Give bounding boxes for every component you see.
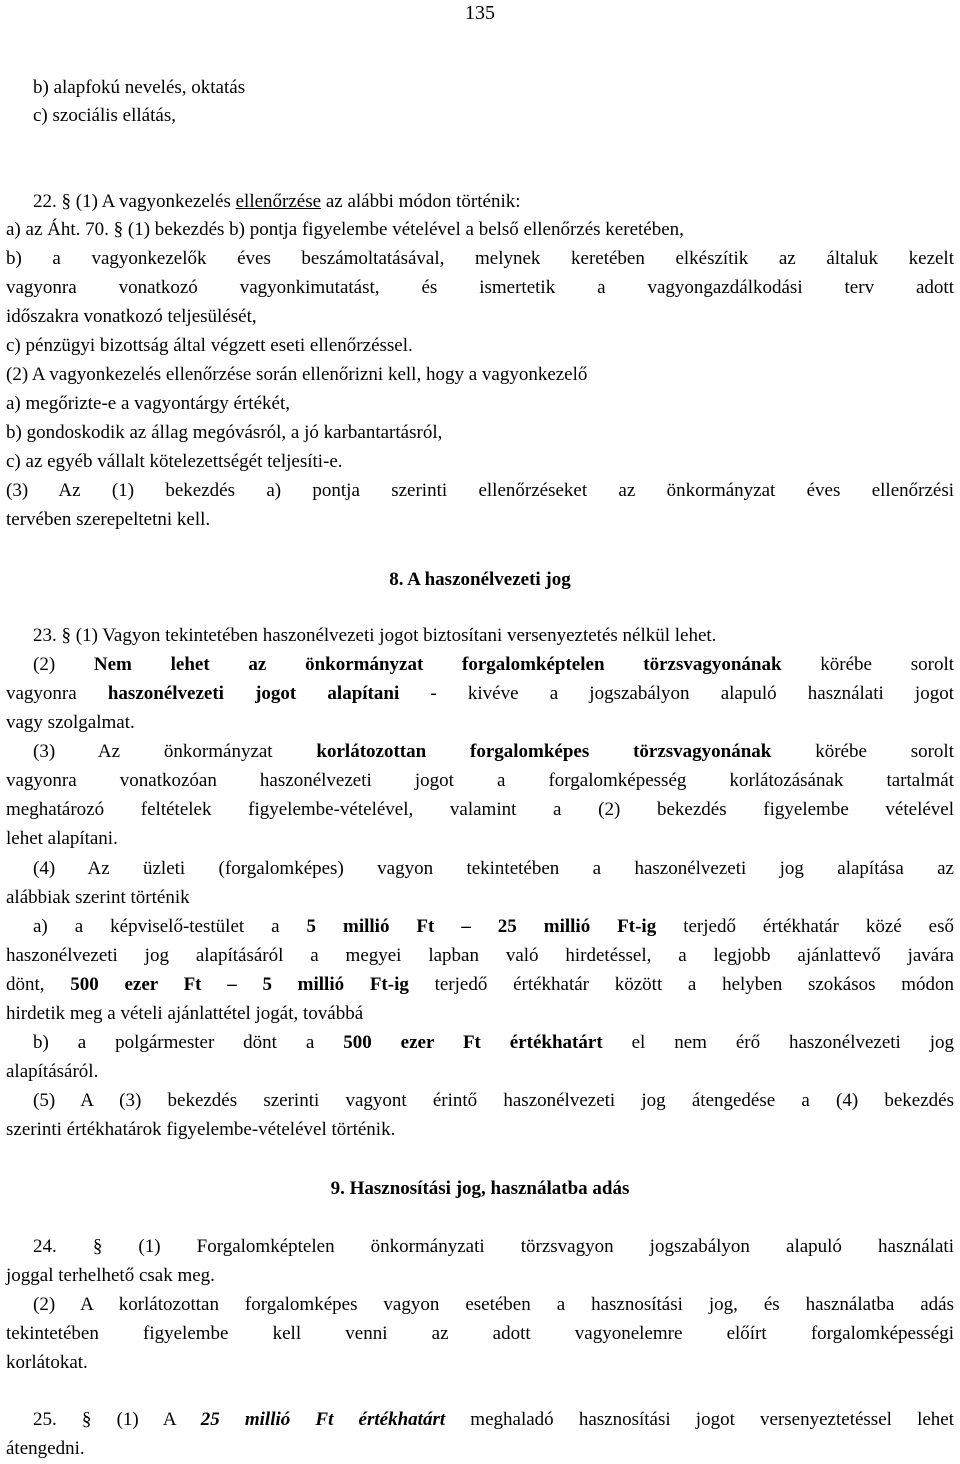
bold-span: 500 ezer Ft – 5 millió Ft-ig	[70, 974, 409, 995]
text-line	[6, 1406, 954, 1434]
text-line: b) gondoskodik az állag megóvásról, a jó karbantartásról,	[6, 422, 443, 443]
section-heading-9: 9. Hasznosítási jog, használatba adás	[330, 1178, 630, 1199]
text-span: vagyonra	[6, 683, 108, 704]
text-span: (3) Az önkormányzat	[33, 741, 317, 762]
text-line: vagy szolgalmat.	[6, 712, 135, 733]
text-line: (2) A korlátozottan forgalomképes vagyon esetében a hasznosítási jog, és használatba adás	[33, 1294, 954, 1315]
bold-span: korlátozottan forgalomképes törzsvagyonának	[316, 741, 772, 762]
text-line: b) alapfokú nevelés, oktatás	[33, 77, 246, 98]
text-line: alapításáról.	[6, 1061, 99, 1082]
bold-span: 5 millió Ft – 25 millió Ft-ig	[306, 916, 657, 937]
underlined-term: ellenőrzése	[235, 191, 322, 212]
text-span: terjedő értékhatár között a helyben szokásos módon	[408, 974, 954, 995]
text-line: lehet alapítani.	[6, 828, 118, 849]
text-line: tervében szerepeltetni kell.	[6, 509, 211, 530]
bold-span: haszonélvezeti jogot alapítani	[107, 683, 400, 704]
text-line	[6, 1029, 954, 1057]
text-line: a) az Áht. 70. § (1) bekezdés b) pontja figyelembe vételével a belső ellenőrzés keretében,	[6, 219, 684, 240]
text-line: joggal terhelhető csak meg.	[6, 1265, 215, 1286]
bold-italic-span: 25 millió Ft értékhatárt	[200, 1409, 446, 1430]
text-span: 22. § (1) A vagyonkezelés	[33, 191, 236, 212]
text-line: korlátokat.	[6, 1352, 88, 1373]
bold-span: 500 ezer Ft értékhatárt	[343, 1032, 603, 1053]
text-line: szerinti értékhatárok figyelembe-vételével történik.	[6, 1119, 396, 1140]
text-span: el nem érő haszonélvezeti jog	[602, 1032, 955, 1053]
text-line	[6, 680, 954, 708]
text-span: az alábbi módon történik:	[321, 191, 521, 212]
text-line: 23. § (1) Vagyon tekintetében haszonélvezeti jogot biztosítani versenyeztetés nélkül lehet.	[33, 625, 717, 646]
text-line: b) a vagyonkezelők éves beszámoltatásával, melynek keretében elkészítik az általuk kezelt	[6, 248, 954, 269]
page-number: 135	[465, 2, 495, 24]
text-line: haszonélvezeti jog alapításáról a megyei lapban való hirdetéssel, a legjobb ajánlattevő javára	[6, 945, 954, 966]
text-span: - kivéve a jogszabályon alapuló használati jogot	[399, 683, 954, 704]
text-line: 24. § (1) Forgalomképtelen önkormányzati törzsvagyon jogszabályon alapuló használati	[33, 1236, 954, 1257]
text-line: c) szociális ellátás,	[33, 105, 176, 126]
text-line: meghatározó feltételek figyelembe-vételével, valamint a (2) bekezdés figyelembe vételével	[6, 799, 954, 820]
text-line: alábbiak szerint történik	[6, 887, 190, 908]
text-line: c) az egyéb vállalt kötelezettségét teljesíti-e.	[6, 451, 343, 472]
bold-span: Nem lehet az önkormányzat forgalomképtelen törzsvagyonának	[93, 654, 782, 675]
text-line: a) megőrizte-e a vagyontárgy értékét,	[6, 393, 290, 414]
text-line	[6, 738, 954, 766]
text-span: 25. § (1) A	[33, 1409, 201, 1430]
text-line: (2) A vagyonkezelés ellenőrzése során ellenőrizni kell, hogy a vagyonkezelő	[6, 364, 588, 385]
text-span: körébe sorolt	[771, 741, 954, 762]
paragraph-22-start	[6, 188, 954, 216]
text-span: dönt,	[6, 974, 71, 995]
text-line	[6, 913, 954, 941]
section-heading-8: 8. A haszonélvezeti jog	[389, 569, 571, 590]
text-line: vagyonra vonatkozóan haszonélvezeti jogot a forgalomképesség korlátozásának tartalmát	[6, 770, 954, 791]
text-line	[6, 651, 954, 679]
text-line: hirdetik meg a vételi ajánlattétel jogát, továbbá	[6, 1003, 364, 1024]
text-line: vagyonra vonatkozó vagyonkimutatást, és ismertetik a vagyongazdálkodási terv adott	[6, 277, 954, 298]
text-line: (3) Az (1) bekezdés a) pontja szerinti ellenőrzéseket az önkormányzat éves ellenőrzési	[6, 480, 954, 501]
text-line: (4) Az üzleti (forgalomképes) vagyon tekintetében a haszonélvezeti jog alapítása az	[33, 858, 954, 879]
text-span: körébe sorolt	[781, 654, 954, 675]
text-line: (5) A (3) bekezdés szerinti vagyont érintő haszonélvezeti jog átengedése a (4) bekezdés	[33, 1090, 954, 1111]
text-line: tekintetében figyelembe kell venni az adott vagyonelemre előírt forgalomképességi	[6, 1323, 954, 1344]
text-span: meghaladó hasznosítási jogot versenyeztetéssel lehet	[445, 1409, 954, 1430]
text-line: átengedni.	[6, 1438, 85, 1459]
text-span: terjedő értékhatár közé eső	[656, 916, 954, 937]
text-span: (2)	[33, 654, 94, 675]
text-span: b) a polgármester dönt a	[33, 1032, 344, 1053]
text-line: időszakra vonatkozó teljesülését,	[6, 306, 257, 327]
text-line	[6, 971, 954, 999]
text-line: c) pénzügyi bizottság által végzett eseti ellenőrzéssel.	[6, 335, 413, 356]
text-span: a) a képviselő-testület a	[33, 916, 307, 937]
